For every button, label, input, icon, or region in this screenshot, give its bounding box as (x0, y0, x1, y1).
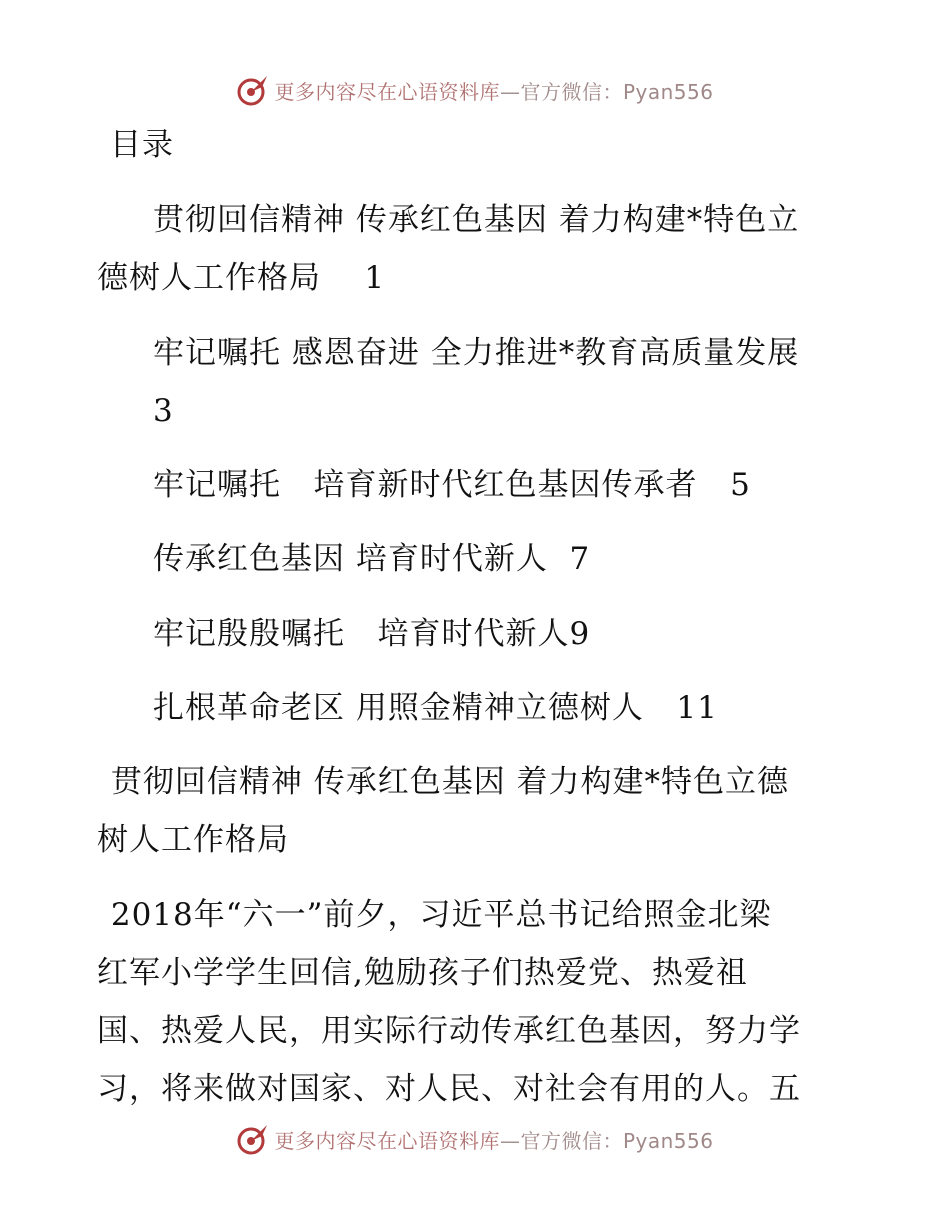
header-banner (0, 70, 950, 110)
banner-main-text: 更多内容尽在心语资料库 (274, 79, 500, 104)
toc-entry-3: 牢记嘱托 培育新时代红色基因传承者 5 (153, 467, 751, 503)
toc-entry-1-line2: 德树人工作格局 1 (97, 260, 386, 296)
toc-entry-6: 扎根革命老区 用照金精神立德树人 11 (153, 690, 718, 726)
article-body-line: 2018年“六一”前夕，习近平总书记给照金北梁 (100, 897, 772, 933)
article-body-line: 习，将来做对国家、对人民、对社会有用的人。五 (97, 1071, 801, 1107)
footer-banner (0, 1119, 950, 1159)
article-heading-line1: 贯彻回信精神 传承红色基因 着力构建*特色立德 (100, 764, 790, 800)
banner-separator: — (499, 79, 521, 104)
banner-separator: — (499, 1128, 521, 1153)
quill-logo-icon (236, 1122, 270, 1156)
quill-logo-icon (236, 73, 270, 107)
banner-main-text: 更多内容尽在心语资料库 (274, 1128, 500, 1153)
toc-entry-5: 牢记殷殷嘱托 培育时代新人9 (153, 616, 591, 652)
toc-entry-2-line2: 3 (153, 393, 174, 429)
toc-entry-1-line1: 贯彻回信精神 传承红色基因 着力构建*特色立 (153, 202, 800, 238)
article-body-line: 国、热爱人民，用实际行动传承红色基因，努力学 (97, 1013, 801, 1049)
article-heading-line2: 树人工作格局 (97, 822, 289, 858)
toc-entry-2-line1: 牢记嘱托 感恩奋进 全力推进*教育高质量发展 (153, 335, 800, 371)
toc-entry-4: 传承红色基因 培育时代新人 7 (153, 541, 591, 577)
banner-wechat-text: 官方微信：Pyan556 (520, 79, 714, 104)
article-body-line: 红军小学学生回信,勉励孩子们热爱党、热爱祖 (97, 955, 748, 991)
toc-title: 目录 (110, 127, 174, 163)
banner-wechat-text: 官方微信：Pyan556 (520, 1128, 714, 1153)
